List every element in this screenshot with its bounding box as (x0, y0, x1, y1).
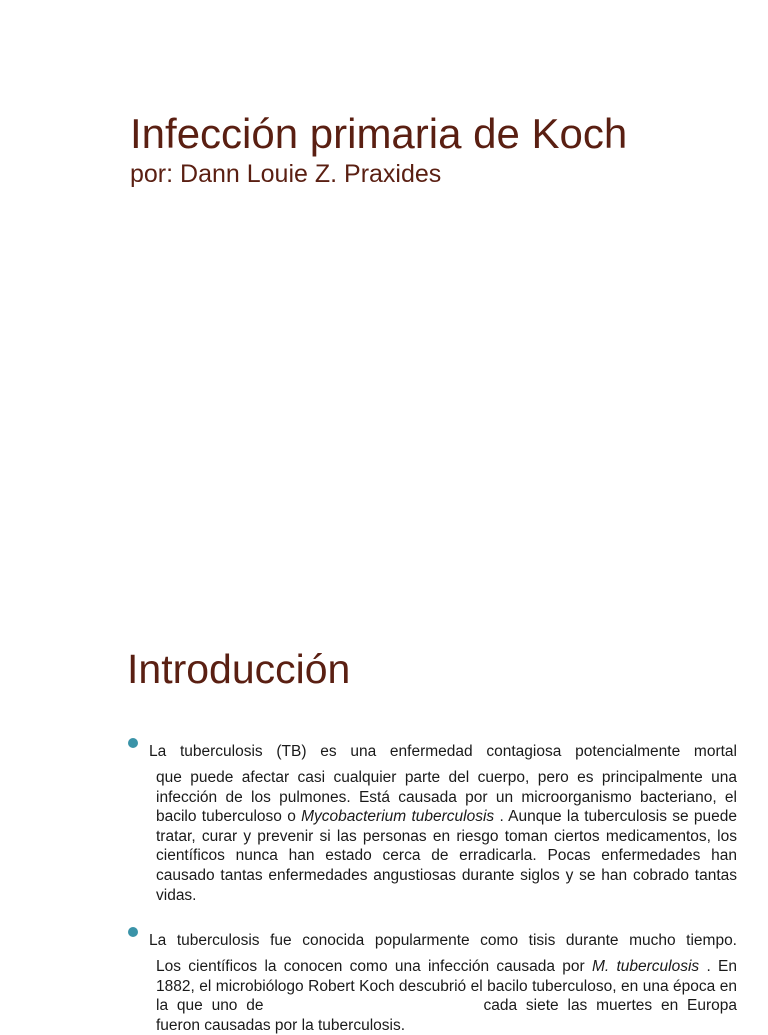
bullet-dot-icon (128, 927, 138, 937)
slide-subtitle-author: por: Dann Louie Z. Praxides (130, 160, 442, 188)
bullet-2-body-mid: . En 1882, el microbiólogo Robert Koch descubrió el bacilo tuberculoso, en una época en la que uno de (156, 958, 738, 1015)
bullet-1-italic-term: Mycobacterium tuberculosis (301, 808, 495, 826)
bullet-dot-icon (128, 738, 138, 748)
bullet-2-italic-term: M. tuberculosis (591, 958, 700, 975)
bullet-2-body (156, 957, 737, 1035)
slide-title: Infección primaria de Koch (130, 110, 628, 157)
bullet-1-body-text: que puede afectar casi cualquier parte del cuerpo, pero es principalmente una infección de los pulmones. Está causada por un microorganismo bacteriano, el bacilo tuberculoso o (156, 769, 737, 826)
bullet-2-body-end: cada siete las muertes en Europa fueron causadas por la tuberculosis. (156, 997, 737, 1034)
bullet-1-body (156, 768, 737, 905)
bullet-1-body-end: . Aunque la tuberculosis se puede tratar, curar y prevenir si las personas en riesgo toman ciertos medicamentos, los científicos nunca han estado cerca de erradicarla. Pocas enfermedades han causado tantas enfermedades angustiosas durante siglos y se han cobrado tantas vidas. (156, 808, 737, 904)
bullet-2-body-text: Los científicos la conocen como una infección causada por (156, 958, 585, 975)
bullet-2-first-line: La tuberculosis fue conocida popularmente como tisis durante mucho tiempo. (149, 932, 737, 949)
section-heading: Introducción (127, 646, 351, 692)
bullet-1-first-line: La tuberculosis (TB) es una enfermedad contagiosa potencialmente mortal (149, 743, 737, 760)
